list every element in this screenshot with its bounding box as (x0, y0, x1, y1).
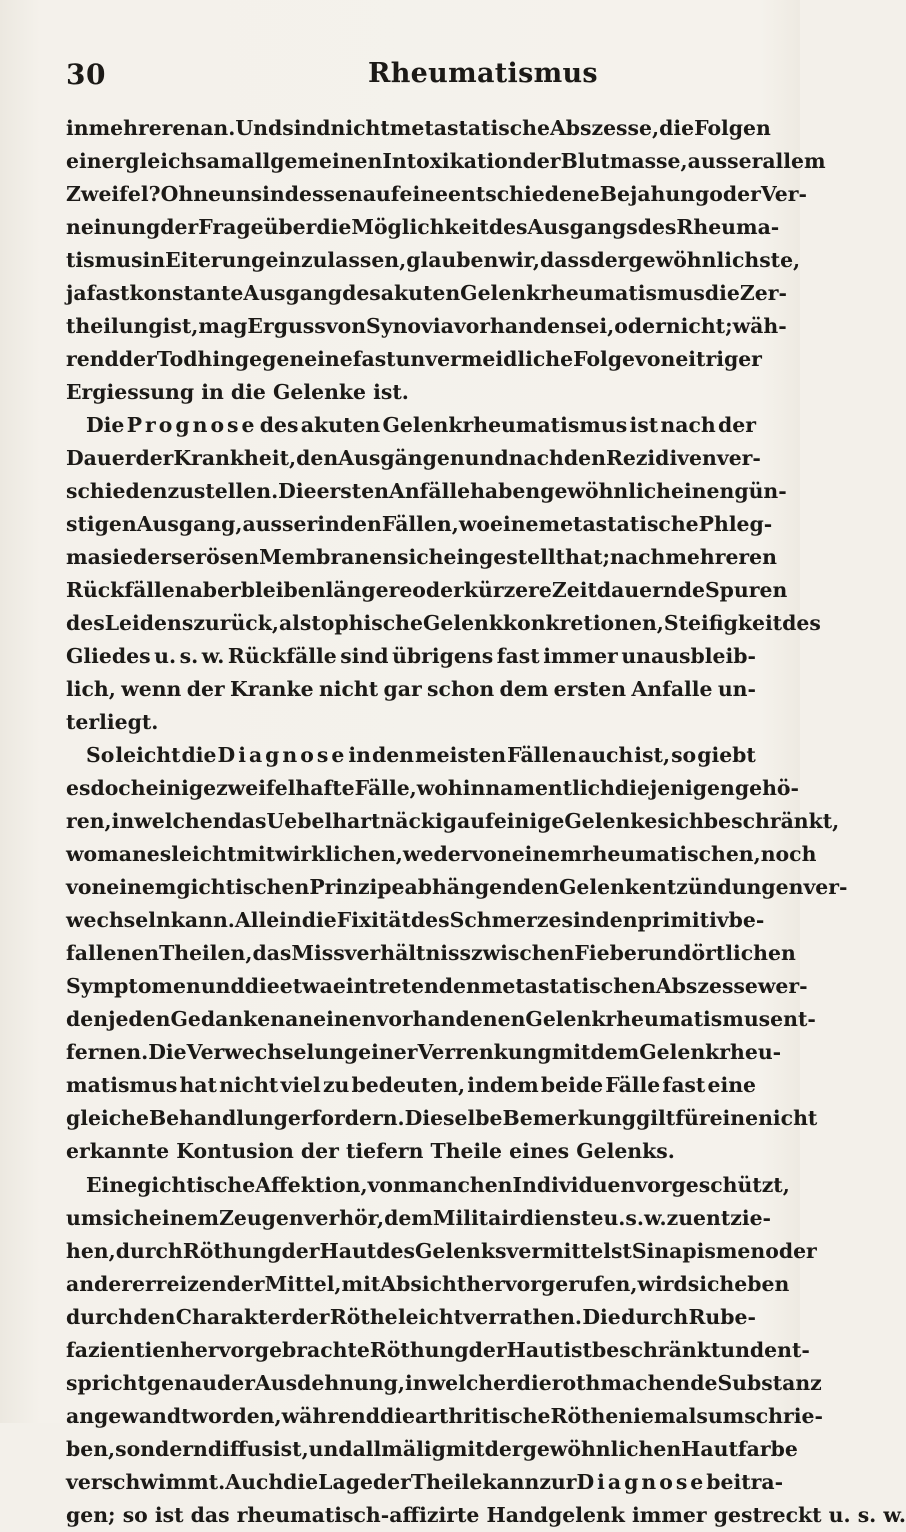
text-line: Rückfällen aber bleiben längere oder kürzere Zeit dauernde Spuren (66, 578, 788, 603)
text-line: masie der serösen Membranen sich eingestellt hat; nach mehreren (66, 545, 777, 570)
text-line: durch den Charakter der Röthe leicht verrathen. Die durch Rube- (66, 1304, 756, 1329)
page-number: 30 (66, 58, 106, 91)
text-line: den jeden Gedanken an einen vorhandenen Gelenkrheumatismus ent- (66, 1007, 816, 1032)
running-head: Rheumatismus (368, 58, 598, 89)
text-line: neinung der Frage über die Möglichkeit des Ausgangs des Rheuma- (66, 215, 780, 240)
text-line: verschwimmt. Auch die Lage der Theile kann zur Diagnose beitra- (66, 1469, 784, 1494)
text-line: wo man es leicht mit wirklichen, weder von einem rheumatischen, noch (66, 842, 817, 867)
text-line: theilung ist, mag Erguss von Synovia vorhanden sei, oder nicht; wäh- (66, 314, 787, 339)
text-line: ja fast konstante Ausgang des akuten Gelenkrheumatismus die Zer- (66, 281, 787, 306)
text-line: fazientien hervorgebrachte Röthung der Haut ist beschränkt und ent- (66, 1337, 810, 1362)
text-line: spricht genau der Ausdehnung, in welcher die rothmachende Substanz (66, 1370, 822, 1395)
text-line: Gliedes u. s. w. Rückfälle sind übrigens fast immer unausbleib- (66, 644, 756, 669)
body-text (66, 112, 906, 1532)
text-line: Die Prognose des akuten Gelenkrheumatismus ist nach der (86, 413, 756, 438)
text-line: gleiche Behandlung erfordern. Dieselbe Bemerkung gilt für eine nicht (66, 1106, 818, 1131)
text-line: fernen. Die Verwechselung einer Verrenkung mit dem Gelenkrheu- (66, 1040, 782, 1065)
text-line: So leicht die Diagnose in den meisten Fällen auch ist, so giebt (86, 743, 756, 768)
text-line: Ergiessung in die Gelenke ist. (66, 380, 409, 405)
text-line: lich, wenn der Kranke nicht gar schon dem ersten Anfalle un- (66, 677, 756, 702)
text-line: Dauer der Krankheit, den Ausgängen und nach den Rezidiven ver- (66, 446, 761, 471)
text-line: wechseln kann. Allein die Fixität des Schmerzes in den primitiv be- (66, 908, 765, 933)
text-line: Eine gichtische Affektion, von manchen Individuen vorgeschützt, (86, 1172, 790, 1197)
text-line: terliegt. (66, 710, 159, 735)
text-line: hen, durch Röthung der Haut des Gelenks vermittelst Sinapismen oder (66, 1238, 817, 1263)
text-line: in mehreren an. Und sind nicht metastatische Abszesse, die Folgen (66, 116, 771, 140)
text-line: stigen Ausgang, ausser in den Fällen, wo eine metastatische Phleg- (66, 512, 773, 537)
page-header (66, 58, 760, 98)
text-line: Zweifel? Ohne uns indessen auf eine entschiedene Bejahung oder Ver- (66, 182, 807, 207)
text-line: rend der Tod hingegen eine fast unvermeidliche Folge von eitriger (66, 347, 762, 372)
text-line: des Leidens zurück, als tophische Gelenkkonkretionen, Steifigkeit des (66, 611, 821, 636)
text-line: matismus hat nicht viel zu bedeuten, indem beide Fälle fast eine (66, 1073, 756, 1098)
text-line: gen; so ist das rheumatisch-affizirte Handgelenk immer gestreckt u. s. w. (66, 1502, 906, 1527)
text-line: ben, sondern diffus ist, und allmälig mit der gewöhnlichen Hautfarbe (66, 1436, 798, 1461)
text-line: anderer reizender Mittel, mit Absicht hervorgerufen, wird sich eben (66, 1271, 790, 1296)
text-line: einer gleichsam allgemeinen Intoxikation der Blutmasse, ausser allem (66, 149, 826, 174)
text-line: schieden zu stellen. Die ersten Anfälle haben gewöhnlich einen gün- (66, 479, 787, 504)
text-line: es doch einige zweifelhafte Fälle, wohin namentlich diejenigen gehö- (66, 776, 799, 801)
text-line: um sich einem Zeugenverhör, dem Militairdienste u. s. w. zu entzie- (66, 1205, 772, 1230)
text-line: von einem gichtischen Prinzipe abhängenden Gelenkentzündungen ver- (66, 875, 848, 900)
text-line: tismus in Eiterung einzulassen, glauben wir, dass der gewöhnlichste, (66, 248, 801, 273)
text-line: ren, in welchen das Uebel hartnäckig auf einige Gelenke sich beschränkt, (66, 809, 840, 834)
text-line: Symptomen und die etwa eintretenden metastatischen Abszesse wer- (66, 974, 808, 999)
text-line: angewandt worden, während die arthritische Röthe niemals umschrie- (66, 1403, 823, 1428)
text-line: fallenen Theilen, das Missverhältniss zwischen Fieber und örtlichen (66, 941, 796, 966)
text-line: erkannte Kontusion der tiefern Theile eines Gelenks. (66, 1139, 675, 1164)
